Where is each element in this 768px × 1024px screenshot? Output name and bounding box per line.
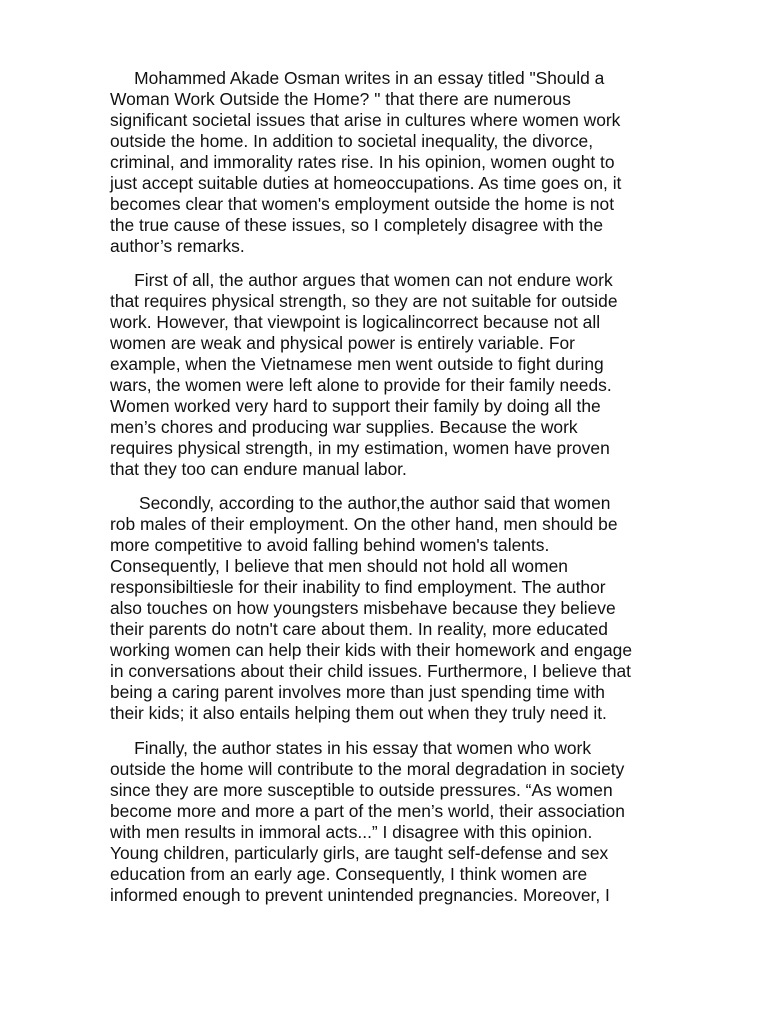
text-line: First of all, the author argues that women can not endure work — [110, 270, 613, 290]
text-line: more competitive to avoid falling behind women's talents. — [110, 535, 550, 555]
text-line: with men results in immoral acts...” I disagree with this opinion. — [110, 822, 593, 842]
text-line: Young children, particularly girls, are taught self-defense and sex — [110, 843, 609, 863]
text-line: author’s remarks. — [110, 236, 245, 256]
text-line: become more and more a part of the men’s world, their association — [110, 801, 625, 821]
text-line: rob males of their employment. On the other hand, men should be — [110, 514, 618, 534]
text-line: just accept suitable duties at homeoccupations. As time goes on, it — [110, 173, 622, 193]
text-line: that they too can endure manual labor. — [110, 459, 407, 479]
paragraph-first-point — [110, 270, 710, 480]
paragraph-final-point — [110, 738, 710, 906]
text-line: their kids; it also entails helping them out when they truly need it. — [110, 703, 607, 723]
text-line: education from an early age. Consequently, I think women are — [110, 864, 588, 884]
text-line: Women worked very hard to support their family by doing all the — [110, 396, 601, 416]
text-line: the true cause of these issues, so I completely disagree with the — [110, 215, 604, 235]
text-line: in conversations about their child issues. Furthermore, I believe that — [110, 661, 632, 681]
text-line: outside the home will contribute to the moral degradation in society — [110, 759, 625, 779]
text-line: since they are more susceptible to outside pressures. “As women — [110, 780, 613, 800]
text-line: being a caring parent involves more than just spending time with — [110, 682, 605, 702]
text-line: work. However, that viewpoint is logicalincorrect because not all — [110, 312, 601, 332]
paragraph-second-point — [110, 493, 710, 724]
text-line: responsibiltiesle for their inability to find employment. The author — [110, 577, 606, 597]
text-line: Mohammed Akade Osman writes in an essay titled "Should a — [110, 68, 605, 88]
text-line: example, when the Vietnamese men went outside to fight during — [110, 354, 604, 374]
text-line: Consequently, I believe that men should not hold all women — [110, 556, 568, 576]
text-line: Woman Work Outside the Home? " that there are numerous — [110, 89, 571, 109]
text-line: men’s chores and producing war supplies. Because the work — [110, 417, 578, 437]
text-line: that requires physical strength, so they are not suitable for outside — [110, 291, 618, 311]
text-line: criminal, and immorality rates rise. In his opinion, women ought to — [110, 152, 615, 172]
text-line: becomes clear that women's employment outside the home is not — [110, 194, 615, 214]
paragraph-intro — [110, 68, 710, 257]
text-line: outside the home. In addition to societal inequality, the divorce, — [110, 131, 594, 151]
text-line: significant societal issues that arise in cultures where women work — [110, 110, 621, 130]
text-line: Secondly, according to the author,the author said that women — [110, 493, 611, 513]
text-line: also touches on how youngsters misbehave because they believe — [110, 598, 616, 618]
text-line: working women can help their kids with their homework and engage — [110, 640, 632, 660]
text-line: their parents do notn't care about them. In reality, more educated — [110, 619, 608, 639]
text-line: Finally, the author states in his essay that women who work — [110, 738, 592, 758]
text-line: requires physical strength, in my estimation, women have proven — [110, 438, 610, 458]
text-line: wars, the women were left alone to provide for their family needs. — [110, 375, 612, 395]
text-line: women are weak and physical power is entirely variable. For — [110, 333, 575, 353]
essay-body — [110, 68, 710, 919]
text-line: informed enough to prevent unintended pregnancies. Moreover, I — [110, 885, 610, 905]
